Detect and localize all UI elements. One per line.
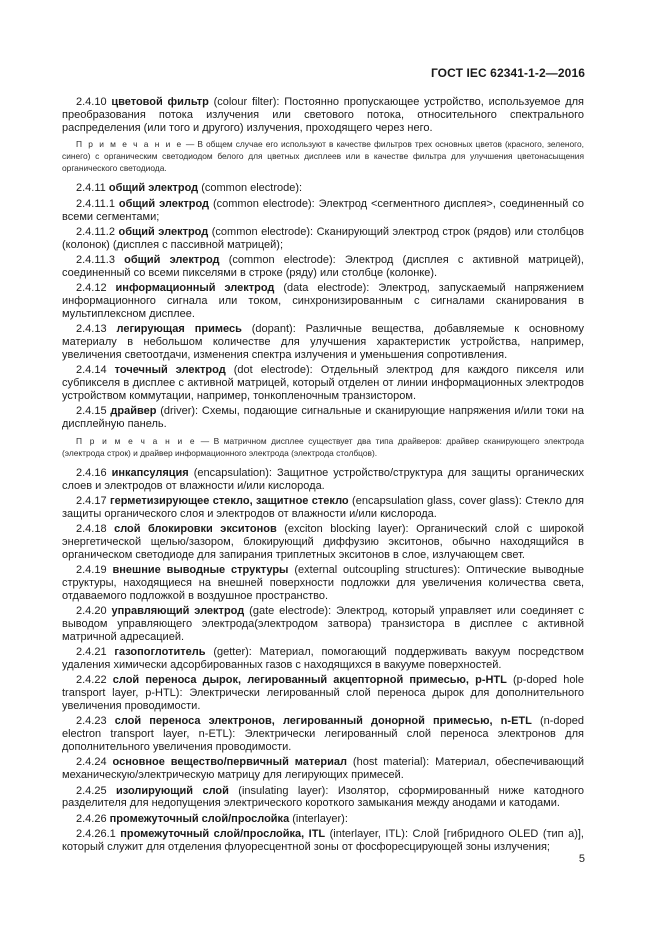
definition-text: Электрод <сегментного дисплея>, соединенный со всеми сегментами; (62, 197, 584, 223)
term-english: (interlayer): (292, 812, 348, 825)
note (62, 435, 584, 459)
term: слой блокировки экситонов (114, 523, 277, 536)
term-english: (dopant): (251, 323, 296, 336)
clause-number: 2.4.11.3 (76, 254, 115, 267)
clause-number: 2.4.11 (76, 182, 106, 195)
clause-number: 2.4.14 (76, 364, 107, 377)
clause-number: 2.4.24 (76, 756, 107, 769)
definition-text: Защитное устройство/структура для защиты органических слоев и электродов от влажности и/или кислорода. (62, 466, 584, 492)
clause-number: 2.4.25 (76, 784, 107, 797)
definition-text: Отдельный электрод для каждого пикселя или субпикселя в дисплее с активной матрицей, который отделен от линии информационных электродов устройством коммутации, например, тонкопленочным транзистором. (62, 364, 585, 402)
term-english: (driver): (160, 405, 199, 418)
note-label: П р и м е ч а н и е (76, 139, 183, 150)
term-english: (dot electrode): (233, 364, 313, 377)
clause-number: 2.4.11.1 (76, 197, 115, 210)
definition-text: Изолятор, сформированный ниже катодного разделителя для недопущения электрического короткого замыкания между анодами и катодами. (62, 784, 584, 810)
term-english: (common electrode): (211, 225, 314, 238)
definition-text: Материал, обеспечивающий механическую/электрическую матрицу для легирующих примесей. (62, 756, 584, 782)
term-english: (n-doped electron transport layer, n-ETL): (62, 715, 585, 741)
definition-entry (62, 715, 584, 753)
clause-number: 2.4.21 (76, 646, 107, 659)
definition-entry (62, 564, 584, 602)
definition-entry (62, 605, 584, 643)
definition-entry (62, 198, 584, 224)
term: газопоглотитель (114, 646, 206, 659)
definition-text: Стекло для защиты органического слоя и электродов от влажности и/или кислорода. (62, 495, 585, 520)
term-english: (data electrode): (283, 282, 370, 295)
term: общий электрод (108, 182, 199, 195)
clause-number: 2.4.12 (76, 282, 107, 295)
clause-number: 2.4.26 (76, 812, 107, 825)
term: точечный электрод (114, 364, 226, 377)
definition-entry (62, 785, 584, 811)
term: внешние выводные структуры (112, 564, 289, 577)
definition-entry (62, 523, 584, 561)
term: слой переноса дырок, легированный акцепторной примесью, p-HTL (112, 674, 507, 687)
page-number: 5 (578, 853, 585, 865)
clause-number: 2.4.18 (76, 523, 107, 536)
definition-text: Органический слой с широкой энергетической щелью/зазором, блокирующий диффузию экситонов, обычно находящийся в органическом светодиоде для запирания триплетных экситонов в слое, излучающем свет. (62, 523, 584, 561)
term: промежуточный слой/прослойка, ITL (120, 828, 326, 841)
definition-entry (62, 756, 584, 782)
definition-entry (62, 674, 584, 712)
term: основное вещество/первичный материал (112, 756, 347, 769)
term: цветовой фильтр (111, 96, 209, 108)
term-english: (common electrode): (228, 254, 336, 267)
definition-entry (62, 364, 584, 402)
term: слой переноса электронов, легированный донорной примесью, n-ETL (114, 715, 532, 728)
definition-text: Электрод, запускаемый напряжением информационного сигнала или током, синхронизированным с сигналами сканирования в мультиплексном дисплее. (62, 282, 584, 320)
definition-text: Электрически легированный слой переноса дырок для дополнительного увеличения проводимости. (62, 687, 585, 712)
note-text: — В матричном дисплее существует два типа драйверов: драйвер сканирующего электрода (электрода строк) и драйвер информационного электрода (электрода столбцов). (62, 435, 585, 458)
definition-entry (62, 467, 584, 493)
term: общий электрод (118, 197, 210, 210)
clause-number: 2.4.19 (76, 564, 107, 577)
term-english: (insulating layer): (238, 784, 329, 797)
definition-text: Различные вещества, добавляемые к основному материалу в небольшом количестве для улучшения характеристик устройства, например, увеличения светоотдачи, изменения спектра излучения и уменьшения сопротивления. (62, 323, 584, 361)
definition-entry (62, 828, 584, 854)
clause-number: 2.4.11.2 (76, 225, 115, 238)
term: управляющий электрод (111, 605, 245, 618)
definition-entry (62, 495, 584, 521)
term-english: (external outcoupling structures): (294, 564, 461, 577)
definition-entry (62, 323, 584, 361)
term-english: (common electrode): (212, 197, 315, 210)
definition-entry (62, 182, 584, 195)
term: драйвер (110, 405, 157, 418)
definition-text: Сканирующий электрод строк (рядов) или столбцов (колонок) (дисплея с пассивной матрицей); (62, 225, 584, 251)
term: общий электрод (124, 254, 220, 267)
definition-text: Материал, помогающий поддерживать вакуум посредством удаления химически адсорбированных газов с находящихся в вакууме поверхностей. (62, 646, 584, 672)
definition-entry (62, 282, 584, 320)
definition-text: Слой [гибридного OLED (тип а)], который служит для отделения флуоресцентной зоны от фосфоресцирующей зоны излучения; (62, 828, 584, 853)
term: общий электрод (118, 225, 209, 238)
term-english: (host material): (352, 756, 430, 769)
clause-number: 2.4.13 (76, 323, 107, 336)
clause-number: 2.4.23 (76, 715, 107, 728)
definition-text: Электрически легированный слой переноса электронов для дополнительного увеличения проводимости. (62, 728, 584, 753)
term-english: (interlayer, ITL): (329, 828, 409, 841)
clause-number: 2.4.26.1 (76, 828, 116, 841)
definition-text: Оптические выводные структуры, находящиеся на внешней поверхности подложки для увеличения количества света, отдаваемого подложкой в воздушное пространство. (62, 564, 585, 602)
term-english: (getter): (213, 646, 252, 659)
definition-entry (62, 646, 584, 672)
term-english: (exciton blocking layer): (284, 523, 409, 536)
term: герметизирующее стекло, защитное стекло (110, 495, 349, 508)
clause-number: 2.4.20 (76, 605, 107, 618)
term: изолирующий слой (116, 784, 229, 797)
definition-entry (62, 226, 584, 252)
clause-number: 2.4.10 (76, 96, 107, 108)
term: информационный электрод (115, 282, 275, 295)
term: промежуточный слой/прослойка (109, 812, 290, 825)
definition-entry (62, 405, 584, 431)
note (62, 138, 584, 174)
clause-number: 2.4.16 (76, 466, 107, 479)
definition-text: Схемы, подающие сигнальные и сканирующие напряжения и/или токи на дисплейную панель. (62, 405, 584, 431)
definition-entry (62, 96, 584, 134)
term-english: (encapsulation): (193, 466, 272, 479)
definition-entry (62, 813, 584, 826)
term: легирующая примесь (116, 323, 242, 336)
definition-text: Электрод, который управляет или соединяет с выводом управляющего электрода(электродом затвора) транзистора в дисплее с активной матричной адресацией. (62, 605, 584, 643)
term: инкапсуляция (111, 466, 189, 479)
term-english: (colour filter): (213, 96, 280, 108)
clause-number: 2.4.15 (76, 405, 107, 418)
clause-number: 2.4.17 (76, 495, 107, 508)
definition-text: Постоянно пропускающее устройство, используемое для преобразования потока излучения или светового потока, относительного спектрального распределения (или того и другого) излучения, проходящего через него. (62, 96, 585, 134)
term-english: (p-doped hole transport layer, p-HTL): (62, 674, 584, 700)
term-english: (encapsulation glass, cover glass): (352, 495, 522, 508)
page-header-standard: ГОСТ IEC 62341-1-2—2016 (430, 66, 585, 80)
definition-entry (62, 254, 584, 280)
document-body (62, 96, 584, 856)
note-text: — В общем случае его используют в качестве фильтров трех основных цветов (красного, зеленого, синего) с органическим светодиодом белого для цветных дисплеев или в качестве фильтра для улучшения цветонасыщения органического светодиода. (62, 139, 584, 174)
definition-text: Электрод (дисплея с активной матрицей), соединенный со всеми пикселями в строке (ряду) или столбце (колонке). (62, 254, 584, 279)
term-english: (gate electrode): (249, 605, 332, 618)
clause-number: 2.4.22 (76, 674, 107, 687)
note-label: П р и м е ч а н и е (76, 435, 197, 446)
term-english: (common electrode): (201, 182, 303, 195)
